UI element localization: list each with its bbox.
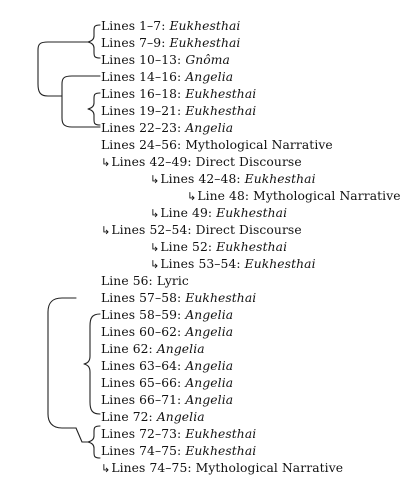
outline-entry: Lines 10–13: Gnômа — [101, 53, 230, 67]
subentry-arrow-icon: ↳ — [187, 190, 197, 203]
brace-lines-72-75 — [88, 426, 100, 458]
outline-entry: Lines 72–73: Eukhesthai — [101, 427, 257, 441]
outline-entry: Lines 14–16: Angelia — [101, 70, 234, 84]
outline-entry: Lines 60–62: Angelia — [101, 325, 234, 339]
outline-entry: Line 56: Lyric — [101, 274, 189, 288]
brace-lines-58-72 — [84, 314, 100, 414]
outline-entry: Lines 22–23: Angelia — [101, 121, 234, 135]
brace-lines-1-9 — [88, 25, 100, 58]
subentry-arrow-icon: ↳ — [101, 156, 111, 169]
outline-entry: Lines 66–71: Angelia — [101, 393, 234, 407]
outline-entry: Lines 24–56: Mythological Narrative — [101, 138, 333, 152]
outline-entry: ↳Lines 74–75: Mythological Narrative — [101, 461, 344, 475]
outline-entry: ↳Lines 53–54: Eukhesthai — [150, 257, 316, 271]
outline-entry: ↳Line 49: Eukhesthai — [150, 206, 288, 220]
outline-entry: Lines 74–75: Eukhesthai — [101, 444, 257, 458]
subentry-arrow-icon: ↳ — [150, 207, 160, 220]
outline-entry: ↳Line 52: Eukhesthai — [150, 240, 288, 254]
subentry-arrow-icon: ↳ — [101, 462, 111, 475]
bracket-connector-bottom — [76, 428, 88, 442]
outline-entry: ↳Lines 52–54: Direct Discourse — [101, 223, 302, 237]
subentry-arrow-icon: ↳ — [150, 173, 160, 186]
outline-entry: ↳Line 48: Mythological Narrative — [187, 189, 401, 203]
outline-entry: Lines 65–66: Angelia — [101, 376, 234, 390]
outline-entry: Lines 63–64: Angelia — [101, 359, 234, 373]
subentry-arrow-icon: ↳ — [101, 224, 111, 237]
brace-lines-16-21 — [88, 93, 100, 125]
outline-entry: Lines 19–21: Eukhesthai — [101, 104, 257, 118]
outline-entry: Lines 1–7: Eukhesthai — [101, 19, 241, 33]
outline-entry: Line 62: Angelia — [101, 342, 205, 356]
subentry-arrow-icon: ↳ — [150, 241, 160, 254]
subentry-arrow-icon: ↳ — [150, 258, 160, 271]
bracket-57-73 — [48, 298, 76, 428]
outline-entry: Lines 57–58: Eukhesthai — [101, 291, 257, 305]
outline-entry: Lines 7–9: Eukhesthai — [101, 36, 241, 50]
outline-entry: Line 72: Angelia — [101, 410, 205, 424]
outline-entry: ↳Lines 42–48: Eukhesthai — [150, 172, 316, 186]
bracket-outer-top — [38, 42, 88, 96]
bracket-14-23 — [62, 76, 100, 127]
outline-entry: Lines 58–59: Angelia — [101, 308, 234, 322]
outline-entry: Lines 16–18: Eukhesthai — [101, 87, 257, 101]
outline-entry: ↳Lines 42–49: Direct Discourse — [101, 155, 302, 169]
